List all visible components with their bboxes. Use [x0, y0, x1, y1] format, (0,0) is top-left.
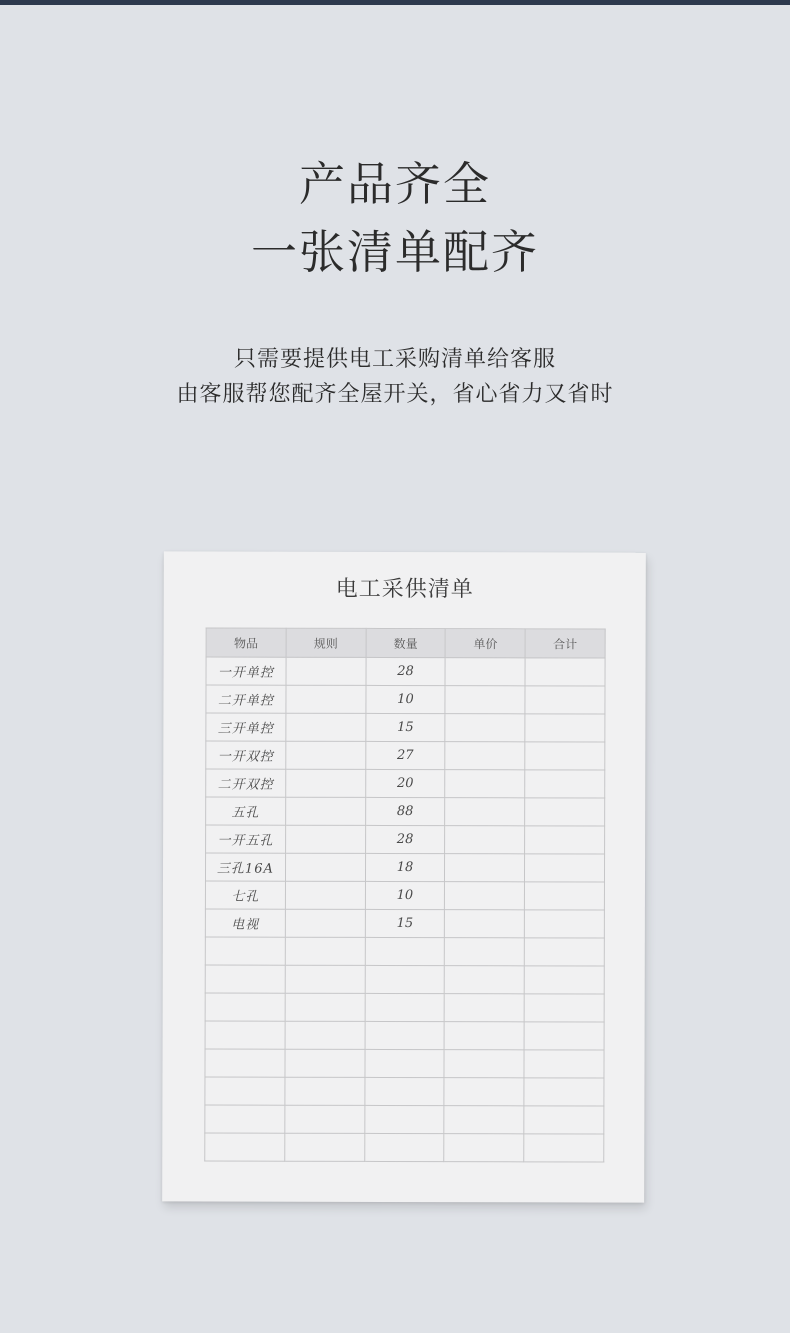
cell-quantity — [364, 1105, 444, 1133]
headline-line-2: 一张清单配齐 — [251, 225, 539, 279]
cell-quantity — [365, 1049, 445, 1077]
cell-total — [525, 882, 605, 910]
cell-item: 二开双控 — [206, 769, 286, 797]
headline-line-1: 产品齐全 — [299, 157, 491, 211]
cell-item — [205, 1049, 285, 1077]
cell-total — [524, 938, 604, 966]
table-header-row — [206, 628, 605, 658]
table-row — [205, 1049, 604, 1078]
column-header-total: 合计 — [525, 629, 605, 658]
cell-item — [205, 965, 285, 993]
cell-quantity: 15 — [365, 713, 445, 741]
cell-spec — [285, 853, 365, 881]
cell-unit-price — [445, 994, 525, 1022]
cell-item: 一开双控 — [206, 741, 286, 769]
table-row — [206, 657, 605, 686]
cell-quantity — [364, 1077, 444, 1105]
cell-total — [524, 1022, 604, 1050]
table-body — [205, 657, 605, 1162]
cell-total — [525, 770, 605, 798]
cell-total — [524, 994, 604, 1022]
cell-item — [205, 1021, 285, 1049]
cell-unit-price — [444, 1106, 524, 1134]
cell-spec — [286, 685, 366, 713]
cell-quantity: 28 — [366, 657, 446, 685]
table-row — [205, 937, 604, 966]
cell-item — [205, 1077, 285, 1105]
cell-item — [205, 1105, 285, 1133]
cell-item: 五孔 — [206, 797, 286, 825]
cell-quantity — [364, 1133, 444, 1161]
cell-item: 电视 — [205, 909, 285, 937]
cell-spec — [285, 1105, 365, 1133]
column-header-spec: 规则 — [286, 628, 366, 657]
cell-spec — [285, 1049, 365, 1077]
table-row — [205, 853, 604, 882]
cell-spec — [286, 741, 366, 769]
table-row — [206, 685, 605, 714]
cell-unit-price — [444, 1134, 524, 1162]
cell-spec — [285, 965, 365, 993]
cell-total — [525, 742, 605, 770]
cell-quantity: 28 — [365, 825, 445, 853]
cell-total — [525, 686, 605, 714]
table-row — [205, 909, 604, 938]
cell-unit-price — [445, 742, 525, 770]
cell-unit-price — [444, 1022, 524, 1050]
cell-unit-price — [445, 798, 525, 826]
cell-quantity: 27 — [365, 741, 445, 769]
cell-total — [524, 1106, 604, 1134]
cell-item: 七孔 — [205, 881, 285, 909]
cell-item — [205, 993, 285, 1021]
cell-spec — [286, 713, 366, 741]
cell-unit-price — [445, 826, 525, 854]
cell-spec — [285, 797, 365, 825]
cell-quantity: 10 — [365, 881, 445, 909]
cell-quantity: 15 — [365, 909, 445, 937]
cell-unit-price — [445, 854, 525, 882]
table-row — [206, 825, 605, 854]
cell-unit-price — [445, 938, 525, 966]
purchase-list-sheet — [162, 551, 646, 1202]
column-header-quantity: 数量 — [366, 628, 446, 657]
cell-total — [525, 714, 605, 742]
column-header-item: 物品 — [206, 628, 286, 657]
table-row — [205, 881, 604, 910]
cell-total — [525, 910, 605, 938]
cell-item: 一开单控 — [206, 657, 286, 685]
cell-unit-price — [445, 966, 525, 994]
cell-spec — [285, 993, 365, 1021]
cell-unit-price — [445, 770, 525, 798]
cell-quantity: 88 — [365, 797, 445, 825]
cell-spec — [285, 909, 365, 937]
table-row — [206, 741, 605, 770]
cell-item: 三孔16A — [205, 853, 285, 881]
cell-quantity: 20 — [365, 769, 445, 797]
cell-unit-price — [445, 686, 525, 714]
cell-quantity — [365, 1021, 445, 1049]
cell-unit-price — [444, 1078, 524, 1106]
table-row — [205, 993, 604, 1022]
table-row — [205, 1133, 604, 1162]
sheet-title: 电工采供清单 — [335, 576, 474, 603]
cell-quantity: 18 — [365, 853, 445, 881]
cell-item — [205, 937, 285, 965]
table-row — [205, 965, 604, 994]
cell-total — [524, 1134, 604, 1162]
cell-unit-price — [445, 882, 525, 910]
purchase-table — [204, 627, 605, 1162]
cell-unit-price — [445, 658, 525, 686]
cell-total — [524, 1050, 604, 1078]
table-row — [206, 713, 605, 742]
cell-unit-price — [445, 714, 525, 742]
subtitle-line-2: 由客服帮您配齐全屋开关，省心省力又省时 — [176, 382, 614, 407]
table-row — [206, 769, 605, 798]
cell-spec — [285, 1077, 365, 1105]
column-header-unit-price: 单价 — [445, 629, 525, 658]
table-row — [206, 797, 605, 826]
cell-quantity: 10 — [366, 685, 446, 713]
cell-spec — [285, 937, 365, 965]
cell-total — [525, 854, 605, 882]
cell-spec — [285, 881, 365, 909]
cell-total — [525, 826, 605, 854]
cell-spec — [285, 825, 365, 853]
cell-item: 三开单控 — [206, 713, 286, 741]
cell-unit-price — [445, 910, 525, 938]
top-accent-bar — [0, 0, 790, 5]
table-row — [205, 1021, 604, 1050]
cell-spec — [285, 1021, 365, 1049]
cell-spec — [286, 769, 366, 797]
cell-total — [525, 798, 605, 826]
cell-total — [525, 658, 605, 686]
table-row — [205, 1077, 604, 1106]
cell-quantity — [365, 993, 445, 1021]
table-row — [205, 1105, 604, 1134]
cell-unit-price — [444, 1050, 524, 1078]
subtitle-line-1: 只需要提供电工采购清单给客服 — [233, 347, 556, 372]
cell-spec — [286, 657, 366, 685]
cell-quantity — [365, 937, 445, 965]
cell-item — [205, 1133, 285, 1161]
cell-total — [524, 1078, 604, 1106]
cell-item: 一开五孔 — [206, 825, 286, 853]
cell-item: 二开单控 — [206, 685, 286, 713]
cell-total — [524, 966, 604, 994]
cell-spec — [285, 1133, 365, 1161]
cell-quantity — [365, 965, 445, 993]
